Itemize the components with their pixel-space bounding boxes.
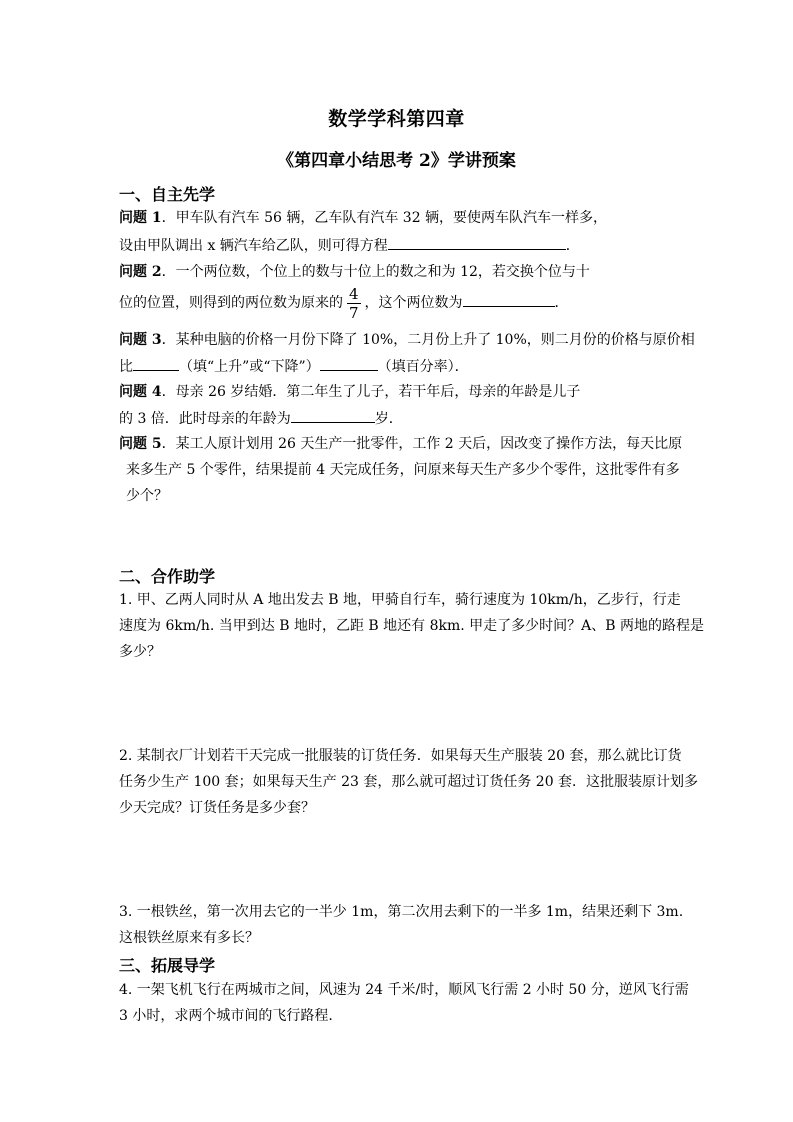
question-label: 问题 5 bbox=[119, 436, 162, 452]
section-heading-self-study: 一、自主先学 bbox=[119, 185, 216, 204]
problem-3-line-1: 3. 一根铁丝，第一次用去它的一半少 1m，第二次用去剩下的一半多 1m，结果还剩下 3m. bbox=[119, 904, 684, 920]
section-heading-extension-study: 三、拓展导学 bbox=[119, 956, 216, 975]
question-text: ．某种电脑的价格一月份下降了 10%，二月份上升了 10%，则二月份的价格与原价相 bbox=[161, 332, 695, 348]
question-1-line-2 bbox=[119, 235, 580, 256]
punctuation: ． bbox=[554, 295, 569, 311]
question-text: ．甲车队有汽车 56 辆，乙车队有汽车 32 辆，要使两车队汽车一样多， bbox=[161, 210, 608, 226]
problem-2-line-3: 少天完成？订货任务是多少套？ bbox=[119, 800, 315, 816]
fraction-numerator: 4 bbox=[349, 284, 359, 303]
page-subtitle: 《第四章小结思考 2》学讲预案 bbox=[277, 151, 516, 171]
question-label: 问题 2 bbox=[119, 264, 162, 280]
question-text: ．母亲 26 岁结婚．第二年生了儿子，若干年后，母亲的年龄是儿子 bbox=[161, 384, 581, 400]
problem-1-line-2: 速度为 6km/h. 当甲到达 B 地时，乙距 B 地还有 8km. 甲走了多少时间？A、B 两地的路程是 bbox=[119, 618, 704, 634]
question-text: 比 bbox=[119, 359, 133, 375]
question-2-line-2 bbox=[119, 284, 569, 322]
question-text: 设由甲队调出 x 辆汽车给乙队，则可得方程 bbox=[119, 238, 388, 254]
answer-blank[interactable] bbox=[388, 235, 566, 250]
question-4-line-1 bbox=[119, 382, 580, 402]
question-text: ．一个两位数，个位上的数与十位上的数之和为 12，若交换个位与十 bbox=[161, 264, 590, 280]
answer-blank[interactable] bbox=[320, 356, 378, 371]
question-5-line-3: 少个？ bbox=[126, 488, 168, 504]
question-5-line-2: 来多生产 5 个零件，结果提前 4 天完成任务，问原来每天生产多少个零件，这批零件有多 bbox=[126, 462, 680, 478]
question-3-line-2 bbox=[119, 356, 469, 377]
fraction bbox=[347, 285, 361, 322]
question-text: ，这个两位数为 bbox=[364, 295, 463, 311]
fraction-denominator: 7 bbox=[349, 303, 359, 322]
problem-4-line-2: 3 小时，求两个城市间的飞行路程. bbox=[119, 1008, 333, 1024]
question-label: 问题 3 bbox=[119, 332, 162, 348]
problem-1-line-3: 多少？ bbox=[119, 644, 161, 660]
question-5-line-1 bbox=[119, 434, 682, 454]
question-text: 的 3 倍．此时母亲的年龄为 bbox=[119, 411, 291, 427]
section-heading-cooperative-study: 二、合作助学 bbox=[119, 567, 216, 586]
question-text: 位的位置，则得到的两位数为原来的 bbox=[119, 295, 343, 311]
question-3-line-1 bbox=[119, 330, 695, 350]
problem-2-line-1: 2. 某制衣厂计划若干天完成一批服装的订货任务．如果每天生产服装 20 套，那么就比订货 bbox=[119, 748, 682, 764]
question-label: 问题 4 bbox=[119, 384, 162, 400]
punctuation: ． bbox=[565, 238, 580, 254]
question-text: （填百分率）． bbox=[377, 359, 469, 375]
question-1-line-1 bbox=[119, 208, 607, 228]
question-text: （填“上升”或“下降”） bbox=[179, 359, 320, 375]
answer-blank[interactable] bbox=[463, 292, 555, 307]
problem-2-line-2: 任务少生产 100 套；如果每天生产 23 套，那么就可超过订货任务 20 套．这批服装原计划多 bbox=[119, 774, 699, 790]
problem-1-line-1: 1. 甲、乙两人同时从 A 地出发去 B 地，甲骑自行车，骑行速度为 10km/h，乙步行，行走 bbox=[119, 592, 681, 608]
problem-3-line-2: 这根铁丝原来有多长？ bbox=[119, 930, 259, 946]
problem-4-line-1: 4. 一架飞机飞行在两城市之间，风速为 24 千米/时，顺风飞行需 2 小时 50 分，逆风飞行需 bbox=[119, 982, 689, 998]
question-text: 岁． bbox=[374, 411, 403, 427]
answer-blank[interactable] bbox=[291, 408, 375, 423]
question-text: ．某工人原计划用 26 天生产一批零件，工作 2 天后，因改变了操作方法，每天比原 bbox=[161, 436, 683, 452]
question-4-line-2 bbox=[119, 408, 403, 429]
answer-blank[interactable] bbox=[133, 356, 179, 371]
page-title: 数学学科第四章 bbox=[328, 108, 465, 130]
question-2-line-1 bbox=[119, 262, 590, 282]
question-label: 问题 1 bbox=[119, 210, 162, 226]
